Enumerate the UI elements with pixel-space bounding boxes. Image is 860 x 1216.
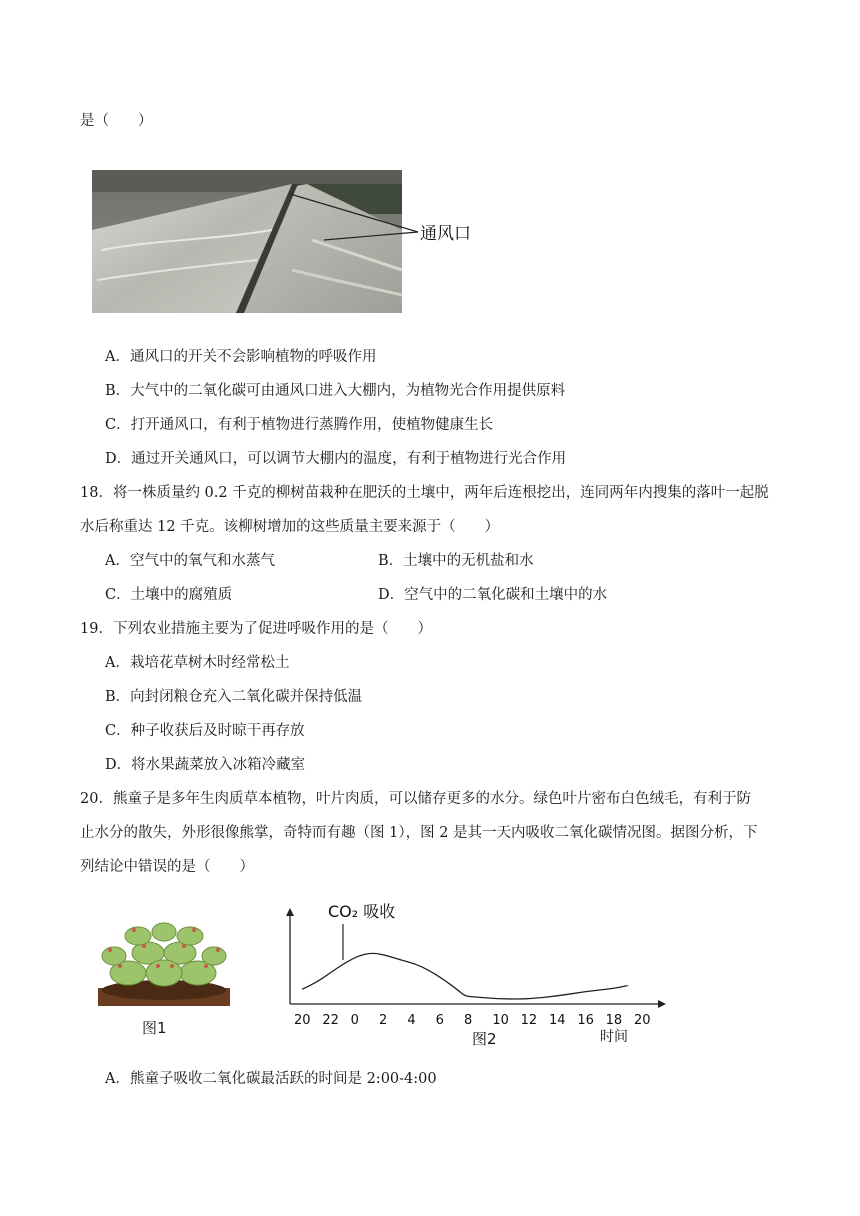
q18-option-b: B．土壤中的无机盐和水 — [378, 553, 534, 569]
x-tick-label: 18 — [605, 1013, 623, 1028]
q18-option-a: A．空气中的氧气和水蒸气 — [105, 553, 275, 569]
q17-option-c: C．打开通风口，有利于植物进行蒸腾作用，使植物健康生长 — [105, 417, 494, 433]
vent-pointer-lines — [290, 188, 420, 248]
x-tick-label: 6 — [435, 1013, 444, 1028]
y-axis-arrow — [286, 908, 294, 916]
q17-option-b: B．大气中的二氧化碳可由通风口进入大棚内，为植物光合作用提供原料 — [105, 383, 566, 399]
x-tick-label: 16 — [577, 1013, 594, 1028]
q19-option-b: B．向封闭粮仓充入二氧化碳并保持低温 — [105, 689, 363, 705]
x-tick-label: 0 — [350, 1013, 359, 1028]
x-tick-label: 12 — [520, 1013, 538, 1028]
co2-absorption-chart — [272, 896, 672, 1046]
vent-label: 通风口 — [420, 224, 471, 244]
x-tick-label: 14 — [549, 1013, 566, 1028]
plant-photo — [98, 918, 230, 1006]
q18-stem-line2: 水后称重达 12 千克。该柳树增加的这些质量主要来源于（ ） — [80, 519, 500, 535]
x-tick-label: 10 — [492, 1013, 509, 1028]
x-tick-label: 2 — [379, 1013, 388, 1028]
x-tick-label: 4 — [407, 1013, 416, 1028]
fig2-caption: 图2 — [472, 1030, 497, 1046]
co2-series-line — [302, 953, 628, 999]
y-axis-label: CO₂ 吸收 — [328, 902, 396, 921]
q20-stem-line3: 列结论中错误的是（ ） — [80, 859, 254, 875]
x-tick-label: 20 — [634, 1013, 651, 1028]
q18-option-d: D．空气中的二氧化碳和土壤中的水 — [378, 587, 608, 603]
q18-option-c: C．土壤中的腐殖质 — [105, 587, 233, 603]
x-axis-label: 时间 — [600, 1029, 628, 1045]
q19-stem: 19．下列农业措施主要为了促进呼吸作用的是（ ） — [80, 621, 432, 637]
q19-option-a: A．栽培花草树木时经常松土 — [105, 655, 290, 671]
x-axis-arrow — [658, 1000, 666, 1008]
x-tick-label: 20 — [294, 1013, 311, 1028]
q19-option-d: D．将水果蔬菜放入冰箱冷藏室 — [105, 757, 306, 773]
x-tick-label: 8 — [464, 1013, 473, 1028]
q19-option-c: C．种子收获后及时晾干再存放 — [105, 723, 305, 739]
x-tick-label: 22 — [322, 1013, 339, 1028]
q20-stem-line2: 止水分的散失，外形很像熊掌，奇特而有趣（图 1），图 2 是其一天内吸收二氧化碳情况图。据图分析，下 — [80, 825, 758, 841]
q18-stem-line1: 18．将一株质量约 0.2 千克的柳树苗栽种在肥沃的土壤中，两年后连根挖出，连同两年内搜集的落叶一起脱 — [80, 485, 769, 501]
q20-stem-line1: 20．熊童子是多年生肉质草本植物，叶片肉质，可以储存更多的水分。绿色叶片密布白色绒毛，有利于防 — [80, 791, 751, 807]
q17-option-d: D．通过开关通风口，可以调节大棚内的温度，有利于植物进行光合作用 — [105, 451, 567, 467]
fig1-caption: 图1 — [142, 1019, 167, 1037]
q20-option-a: A．熊童子吸收二氧化碳最活跃的时间是 2:00-4:00 — [105, 1071, 437, 1087]
q17-stem-tail: 是（ ） — [80, 113, 153, 129]
q17-option-a: A．通风口的开关不会影响植物的呼吸作用 — [105, 349, 377, 365]
